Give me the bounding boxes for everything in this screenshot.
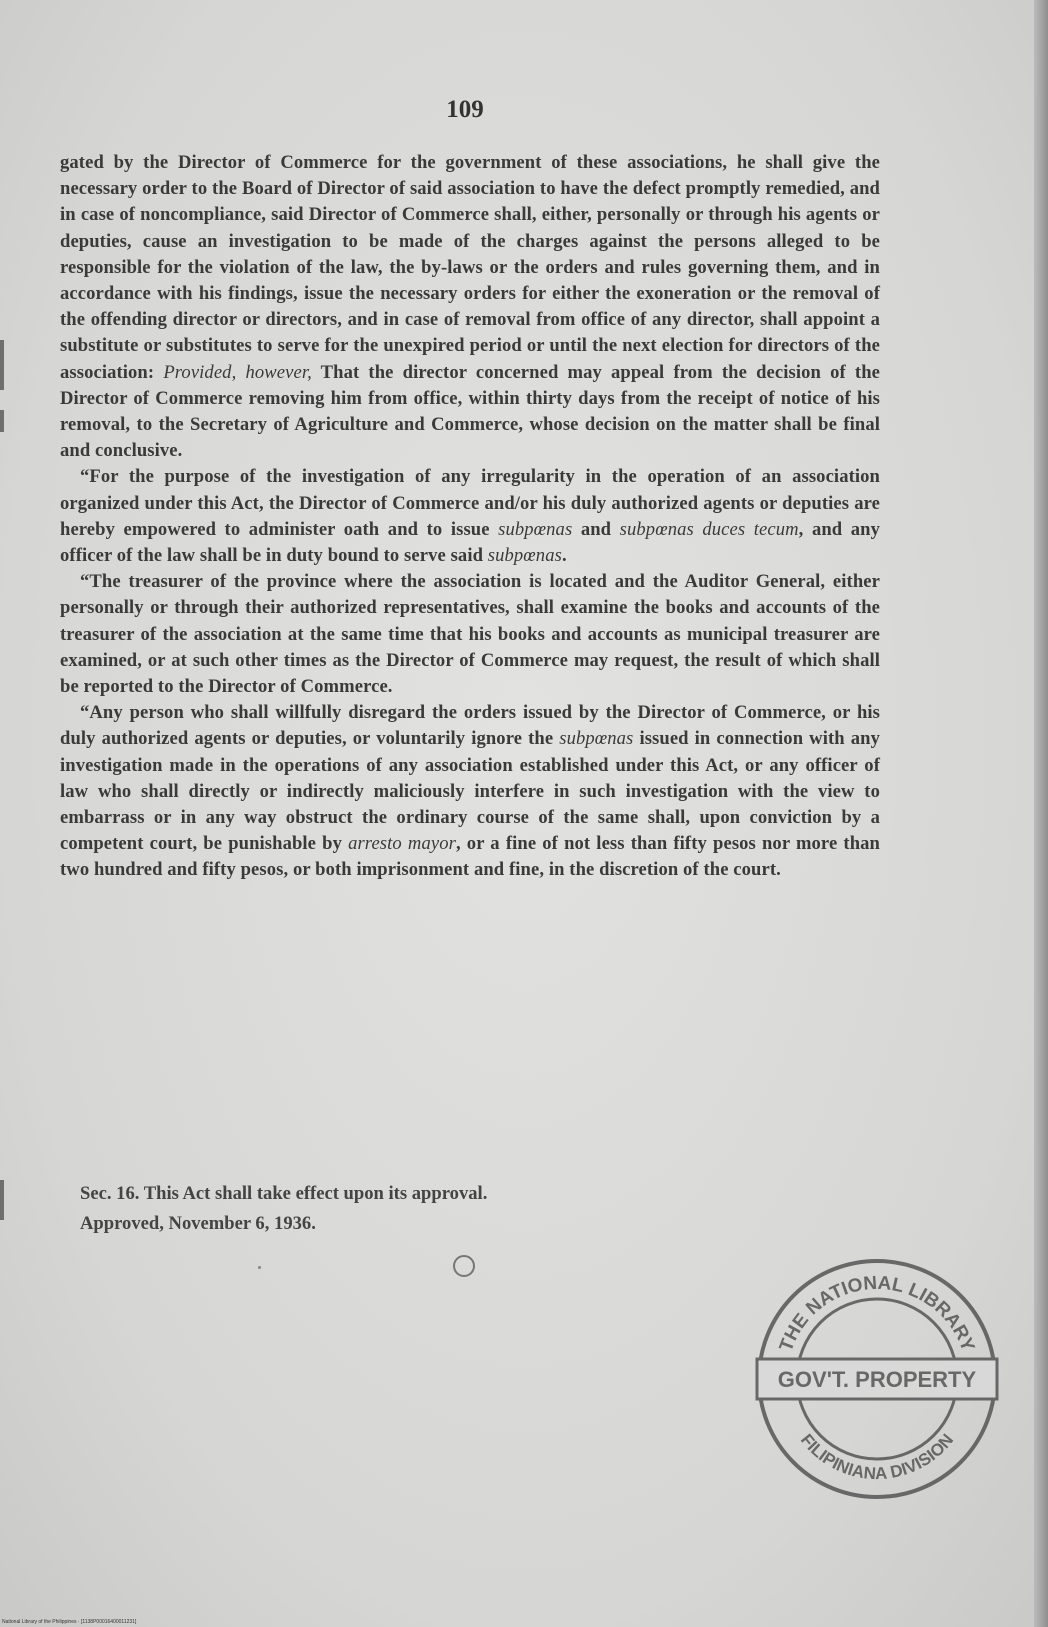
paragraph <box>60 700 880 883</box>
italic-term: subpœnas <box>498 518 573 540</box>
text-run: , or a fine of not less than fifty pesos nor more than two hundred and fifty pesos, or both imprisonment and fine, in the discretion of the court. <box>60 833 880 881</box>
stamp-middle-text: GOV'T. PROPERTY <box>777 1367 977 1392</box>
stamp-bottom-text: FILIPINIANA DIVISION <box>796 1430 958 1484</box>
text-run: gated by the Director of Commerce for the government of these associations, he shall give the necessary order to the Board of Director of said association to have the defect promptly remedied, and in case of noncompliance, said Director of Commerce shall, either, personally or through his agents or deputies, cause an investigation to be made of the charges against the persons alleged to be responsible for the violation of the law, the by-laws or the orders and rules governing them, and in accordance with his findings, issue the necessary orders for either the exoneration or the removal of the offending director or directors, and in case of removal from office of any director, shall appoint a substitute or substitutes to serve for the unexpired period or until the next election for directors of the association: <box>60 152 880 383</box>
page-edge-mark <box>0 340 4 390</box>
effectivity-clause: Sec. 16. This Act shall take effect upon its approval. <box>80 1183 488 1204</box>
paragraph <box>60 150 880 464</box>
page-edge-mark <box>0 1180 4 1220</box>
paragraph <box>60 464 880 569</box>
text-run: That the director concerned may appeal from the decision of the Director of Commerce removing him from office, within thirty days from the receipt of notice of his removal, to the Secretary of Agriculture and Commerce, whose decision on the matter shall be final and conclusive. <box>60 361 881 462</box>
body-text <box>60 150 880 884</box>
text-run: “For the purpose of the investigation of any irregularity in the operation of an association organized under this Act, the Director of Commerce and/or his duly authorized agents or deputies are hereby empowered to administer oath and to issue <box>60 466 880 540</box>
text-run: “Any person who shall willfully disregard the orders issued by the Director of Commerce, or his duly authorized agents or deputies, or voluntarily ignore the <box>60 702 880 750</box>
page-edge-mark <box>0 410 4 432</box>
italic-term: subpœnas <box>559 728 634 750</box>
italic-term: subpœnas <box>487 545 562 567</box>
svg-text:FILIPINIANA DIVISION <box>797 1430 957 1483</box>
text-run: . <box>561 545 567 567</box>
ink-dot <box>258 1266 261 1269</box>
text-run: “The treasurer of the province where the association is located and the Auditor General, either personally or through their authorized representatives, shall examine the books and accounts of the treasurer of the association at the same time that his books and accounts as municipal treasurer are examined, or at such other times as the Director of Commerce may request, the result of which shall be reported to the Director of Commerce. <box>60 571 880 698</box>
paragraph <box>60 569 880 700</box>
scan-footer: National Library of the Philippines · [1138P00016400011231] <box>2 1619 137 1625</box>
text-run: , and any officer of the law shall be in duty bound to serve said <box>60 518 881 567</box>
stamp-top-text: THE NATIONAL LIBRARY <box>775 1272 979 1355</box>
text-run: issued in connection with any investigation made in the operations of any association established under this Act, or any officer of law who shall directly or indirectly maliciously interfere in such investigation with the view to embarrass or in any way obstruct the ordinary course of the same shall, upon conviction by a competent court, be punishable by <box>60 728 880 855</box>
closing-block <box>80 1180 487 1238</box>
italic-term: arresto mayor <box>348 833 456 855</box>
end-mark-circle <box>453 1255 475 1277</box>
library-stamp <box>752 1254 1002 1504</box>
text-run: and <box>572 518 620 540</box>
page-edge-shadow <box>1034 0 1048 1627</box>
page-number: 109 <box>446 96 484 123</box>
italic-term: subpœnas duces tecum <box>619 518 799 540</box>
italic-term: Provided, however, <box>163 361 312 383</box>
approval-date: Approved, November 6, 1936. <box>80 1213 316 1234</box>
